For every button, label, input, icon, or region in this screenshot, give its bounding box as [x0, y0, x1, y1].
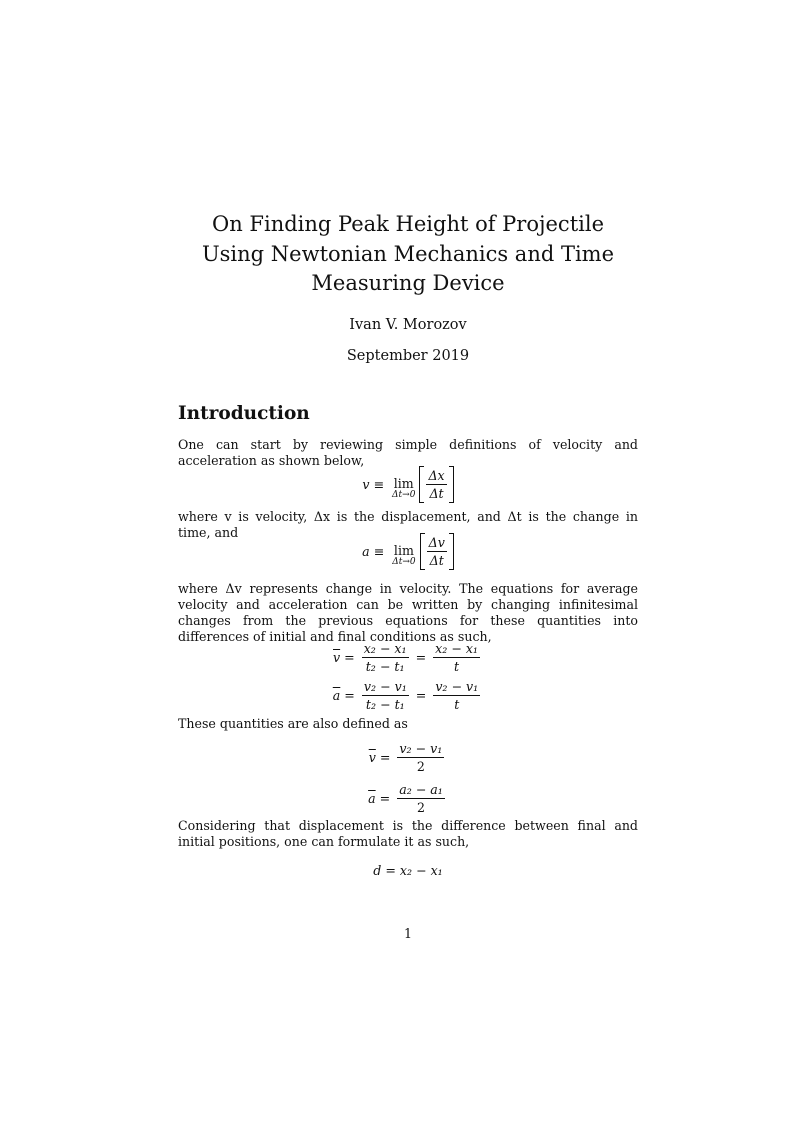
- fraction: [397, 741, 444, 774]
- fraction-denominator: t₂ − t₁: [365, 659, 405, 674]
- fraction-denominator: t: [454, 659, 460, 674]
- section-heading: Introduction: [178, 403, 310, 424]
- eq-relation: ≡: [373, 544, 385, 559]
- fraction-numerator: Δv: [428, 535, 445, 550]
- fraction-denominator: Δt: [429, 553, 444, 568]
- equation-average-velocity-alt: $\overline{v}$ = $\frac{\text{v₂ − v₁}}{2}$: [368, 741, 443, 774]
- eq-lhs: $\overline{a}$: [332, 688, 341, 703]
- limit-subscript: Δt→0: [392, 490, 416, 500]
- paragraph-velocity-explained: where v is velocity, Δx is the displacement, and Δt is the change in time, and: [178, 509, 638, 540]
- equation-displacement: d = x₂ − x₁: [373, 863, 443, 878]
- paragraph-intro: One can start by reviewing simple definitions of velocity and acceleration as shown below,: [178, 437, 638, 468]
- equation-average-acceleration: $\overline{a}$ = $\frac{\text{v₂ − v₁}}{\text{t₂ − t₁}}$ = $\frac{\text{v₂ − v₁}}{t}$: [332, 679, 479, 712]
- fraction-denominator: 2: [416, 759, 425, 774]
- eq-lhs: a: [362, 544, 370, 559]
- fraction-numerator: v₂ − v₁: [363, 679, 407, 694]
- fraction-numerator: Δx: [428, 468, 445, 483]
- limit-operator: [392, 477, 415, 500]
- equation-average-acceleration-alt: $\overline{a}$ = $\frac{\text{a₂ − a₁}}{2}$: [368, 782, 443, 815]
- fraction-denominator: Δt: [429, 486, 444, 501]
- fraction-numerator: x₂ − x₁: [435, 641, 478, 656]
- fraction: [433, 679, 480, 712]
- limit-label: lim: [393, 476, 414, 491]
- paragraph-also-defined: These quantities are also defined as: [178, 716, 408, 731]
- eq-lhs: $\overline{v}$: [368, 750, 376, 765]
- eq-lhs: v: [362, 477, 370, 492]
- fraction: [362, 679, 409, 712]
- eq-relation: ≡: [373, 477, 385, 492]
- fraction-numerator: x₂ − x₁: [363, 641, 407, 656]
- page-number: 1: [403, 926, 412, 941]
- fraction: [427, 535, 447, 568]
- fraction-numerator: a₂ − a₁: [399, 782, 443, 797]
- fraction: [426, 468, 446, 501]
- limit-subscript: Δt→0: [392, 557, 416, 567]
- fraction: [433, 641, 480, 674]
- fraction-numerator: v₂ − v₁: [435, 679, 479, 694]
- bracket-group: [420, 535, 454, 568]
- fraction: [397, 782, 445, 815]
- fraction-denominator: 2: [417, 800, 426, 815]
- fraction-numerator: v₂ − v₁: [399, 741, 443, 756]
- paper-title: On Finding Peak Height of Projectile Using Newtonian Mechanics and Time Measuring Device: [201, 212, 615, 295]
- fraction-denominator: t₂ − t₁: [365, 697, 405, 712]
- eq-lhs: $\overline{a}$: [368, 791, 376, 806]
- equation-acceleration-definition: [178, 535, 638, 568]
- equation-velocity-definition: [178, 468, 638, 501]
- equation-average-velocity: $\overline{v}$ = $\frac{\text{x₂ − x₁}}{\text{t₂ − t₁}}$ = $\frac{\text{x₂ − x₁}}{t}$: [333, 641, 478, 674]
- bracket-group: [419, 468, 453, 501]
- limit-label: lim: [393, 543, 414, 558]
- fraction-denominator: t: [454, 697, 460, 712]
- limit-operator: [392, 544, 415, 567]
- publication-date: September 2019: [346, 348, 470, 364]
- paragraph-displacement: Considering that displacement is the difference between final and initial positions, one can formulate it as such,: [178, 818, 638, 849]
- author-name: Ivan V. Morozov: [349, 317, 467, 333]
- paragraph-average-equations: where Δv represents change in velocity. The equations for average velocity and acceleration can be written by changing infinitesimal changes from the previous equations for these quantities into differences of initial and final conditions as such,: [178, 581, 638, 644]
- eq-lhs: $\overline{v}$: [333, 650, 341, 665]
- fraction: [362, 641, 409, 674]
